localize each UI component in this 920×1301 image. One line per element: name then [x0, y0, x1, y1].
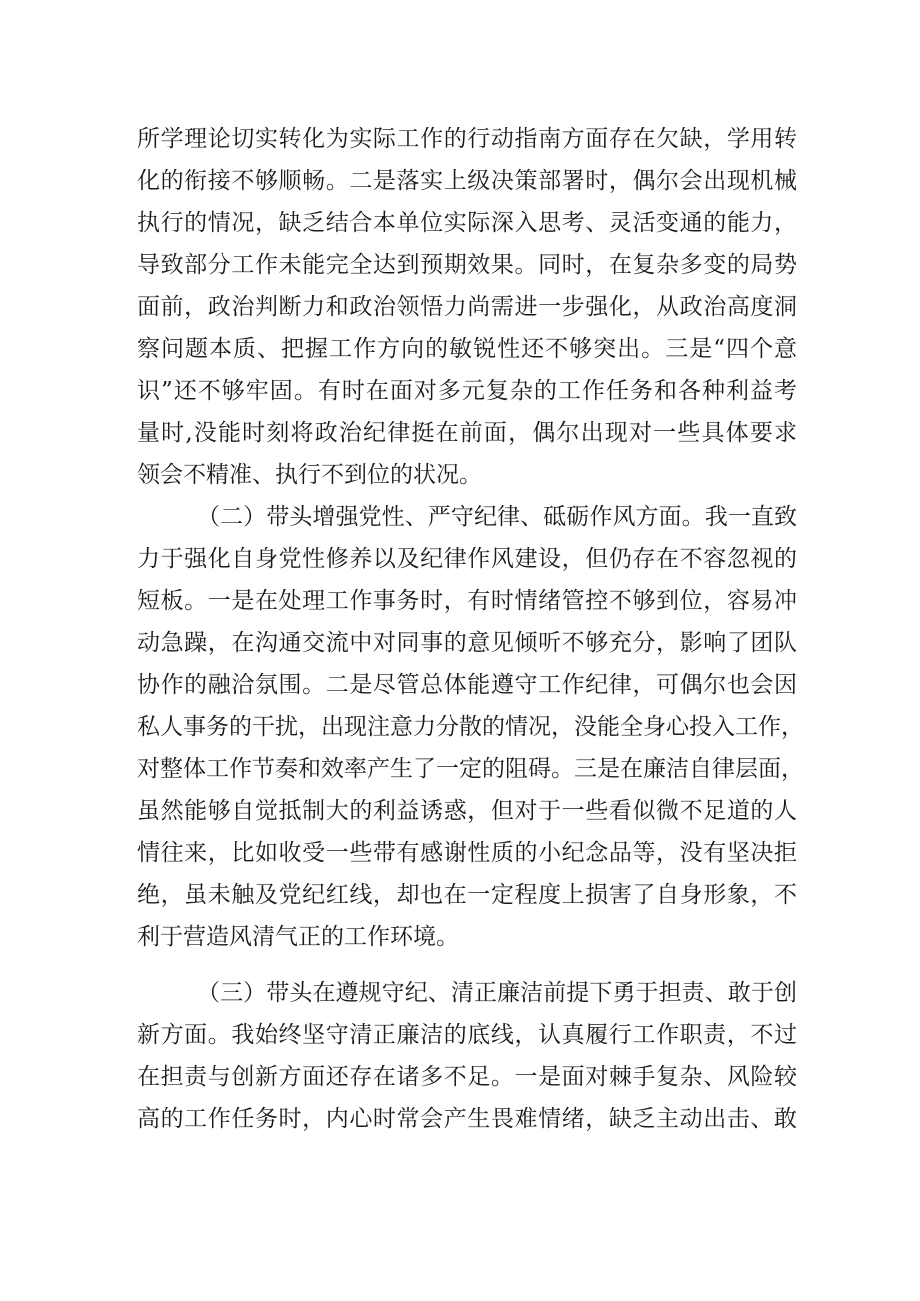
text-line: 量时,没能时刻将政治纪律挺在前面，偶尔出现对一些具体要求: [137, 420, 797, 446]
text-line: 短板。一是在处理工作事务时，有时情绪管控不够到位，容易冲: [137, 588, 797, 614]
text-line: 协作的融洽氛围。二是尽管总体能遵守工作纪律，可偶尔也会因: [137, 672, 797, 698]
text-line: 高的工作任务时，内心时常会产生畏难情绪，缺乏主动出击、敢: [137, 1106, 797, 1132]
text-line: 在担责与创新方面还存在诸多不足。一是面对棘手复杂、风险较: [137, 1064, 797, 1090]
section-heading-line: （三）带头在遵规守纪、清正廉洁前提下勇于担责、敢于创: [197, 980, 797, 1006]
text-line: 虽然能够自觉抵制大的利益诱惑，但对于一些看似微不足道的人: [137, 798, 797, 824]
text-line: 对整体工作节奏和效率产生了一定的阻碍。三是在廉洁自律层面，: [137, 756, 804, 782]
text-line: 利于营造风清气正的工作环境。: [137, 924, 459, 950]
text-line: 化的衔接不够顺畅。二是落实上级决策部署时，偶尔会出现机械: [137, 168, 797, 194]
text-line: 所学理论切实转化为实际工作的行动指南方面存在欠缺，学用转: [137, 126, 797, 152]
text-line: 动急躁，在沟通交流中对同事的意见倾听不够充分，影响了团队: [137, 630, 797, 656]
text-line: 察问题本质、把握工作方向的敏锐性还不够突出。三是“四个意: [137, 336, 797, 362]
text-line: 导致部分工作未能完全达到预期效果。同时，在复杂多变的局势: [137, 252, 797, 278]
text-line: 领会不精准、执行不到位的状况。: [137, 462, 482, 488]
text-line: 情往来，比如收受一些带有感谢性质的小纪念品等，没有坚决拒: [137, 840, 797, 866]
text-line: 绝，虽未触及党纪红线，却也在一定程度上损害了自身形象，不: [137, 882, 797, 908]
text-line: 新方面。我始终坚守清正廉洁的底线，认真履行工作职责，不过: [137, 1022, 797, 1048]
text-line: 执行的情况，缺乏结合本单位实际深入思考、灵活变通的能力，: [137, 210, 797, 236]
text-line: 私人事务的干扰，出现注意力分散的情况，没能全身心投入工作，: [137, 714, 804, 740]
text-line: 面前，政治判断力和政治领悟力尚需进一步强化，从政治高度洞: [137, 294, 797, 320]
section-heading-line: （二）带头增强党性、严守纪律、砥砺作风方面。我一直致: [197, 504, 797, 530]
text-line: 识”还不够牢固。有时在面对多元复杂的工作任务和各种利益考: [137, 378, 797, 404]
text-line: 力于强化自身党性修养以及纪律作风建设，但仍存在不容忽视的: [137, 546, 797, 572]
